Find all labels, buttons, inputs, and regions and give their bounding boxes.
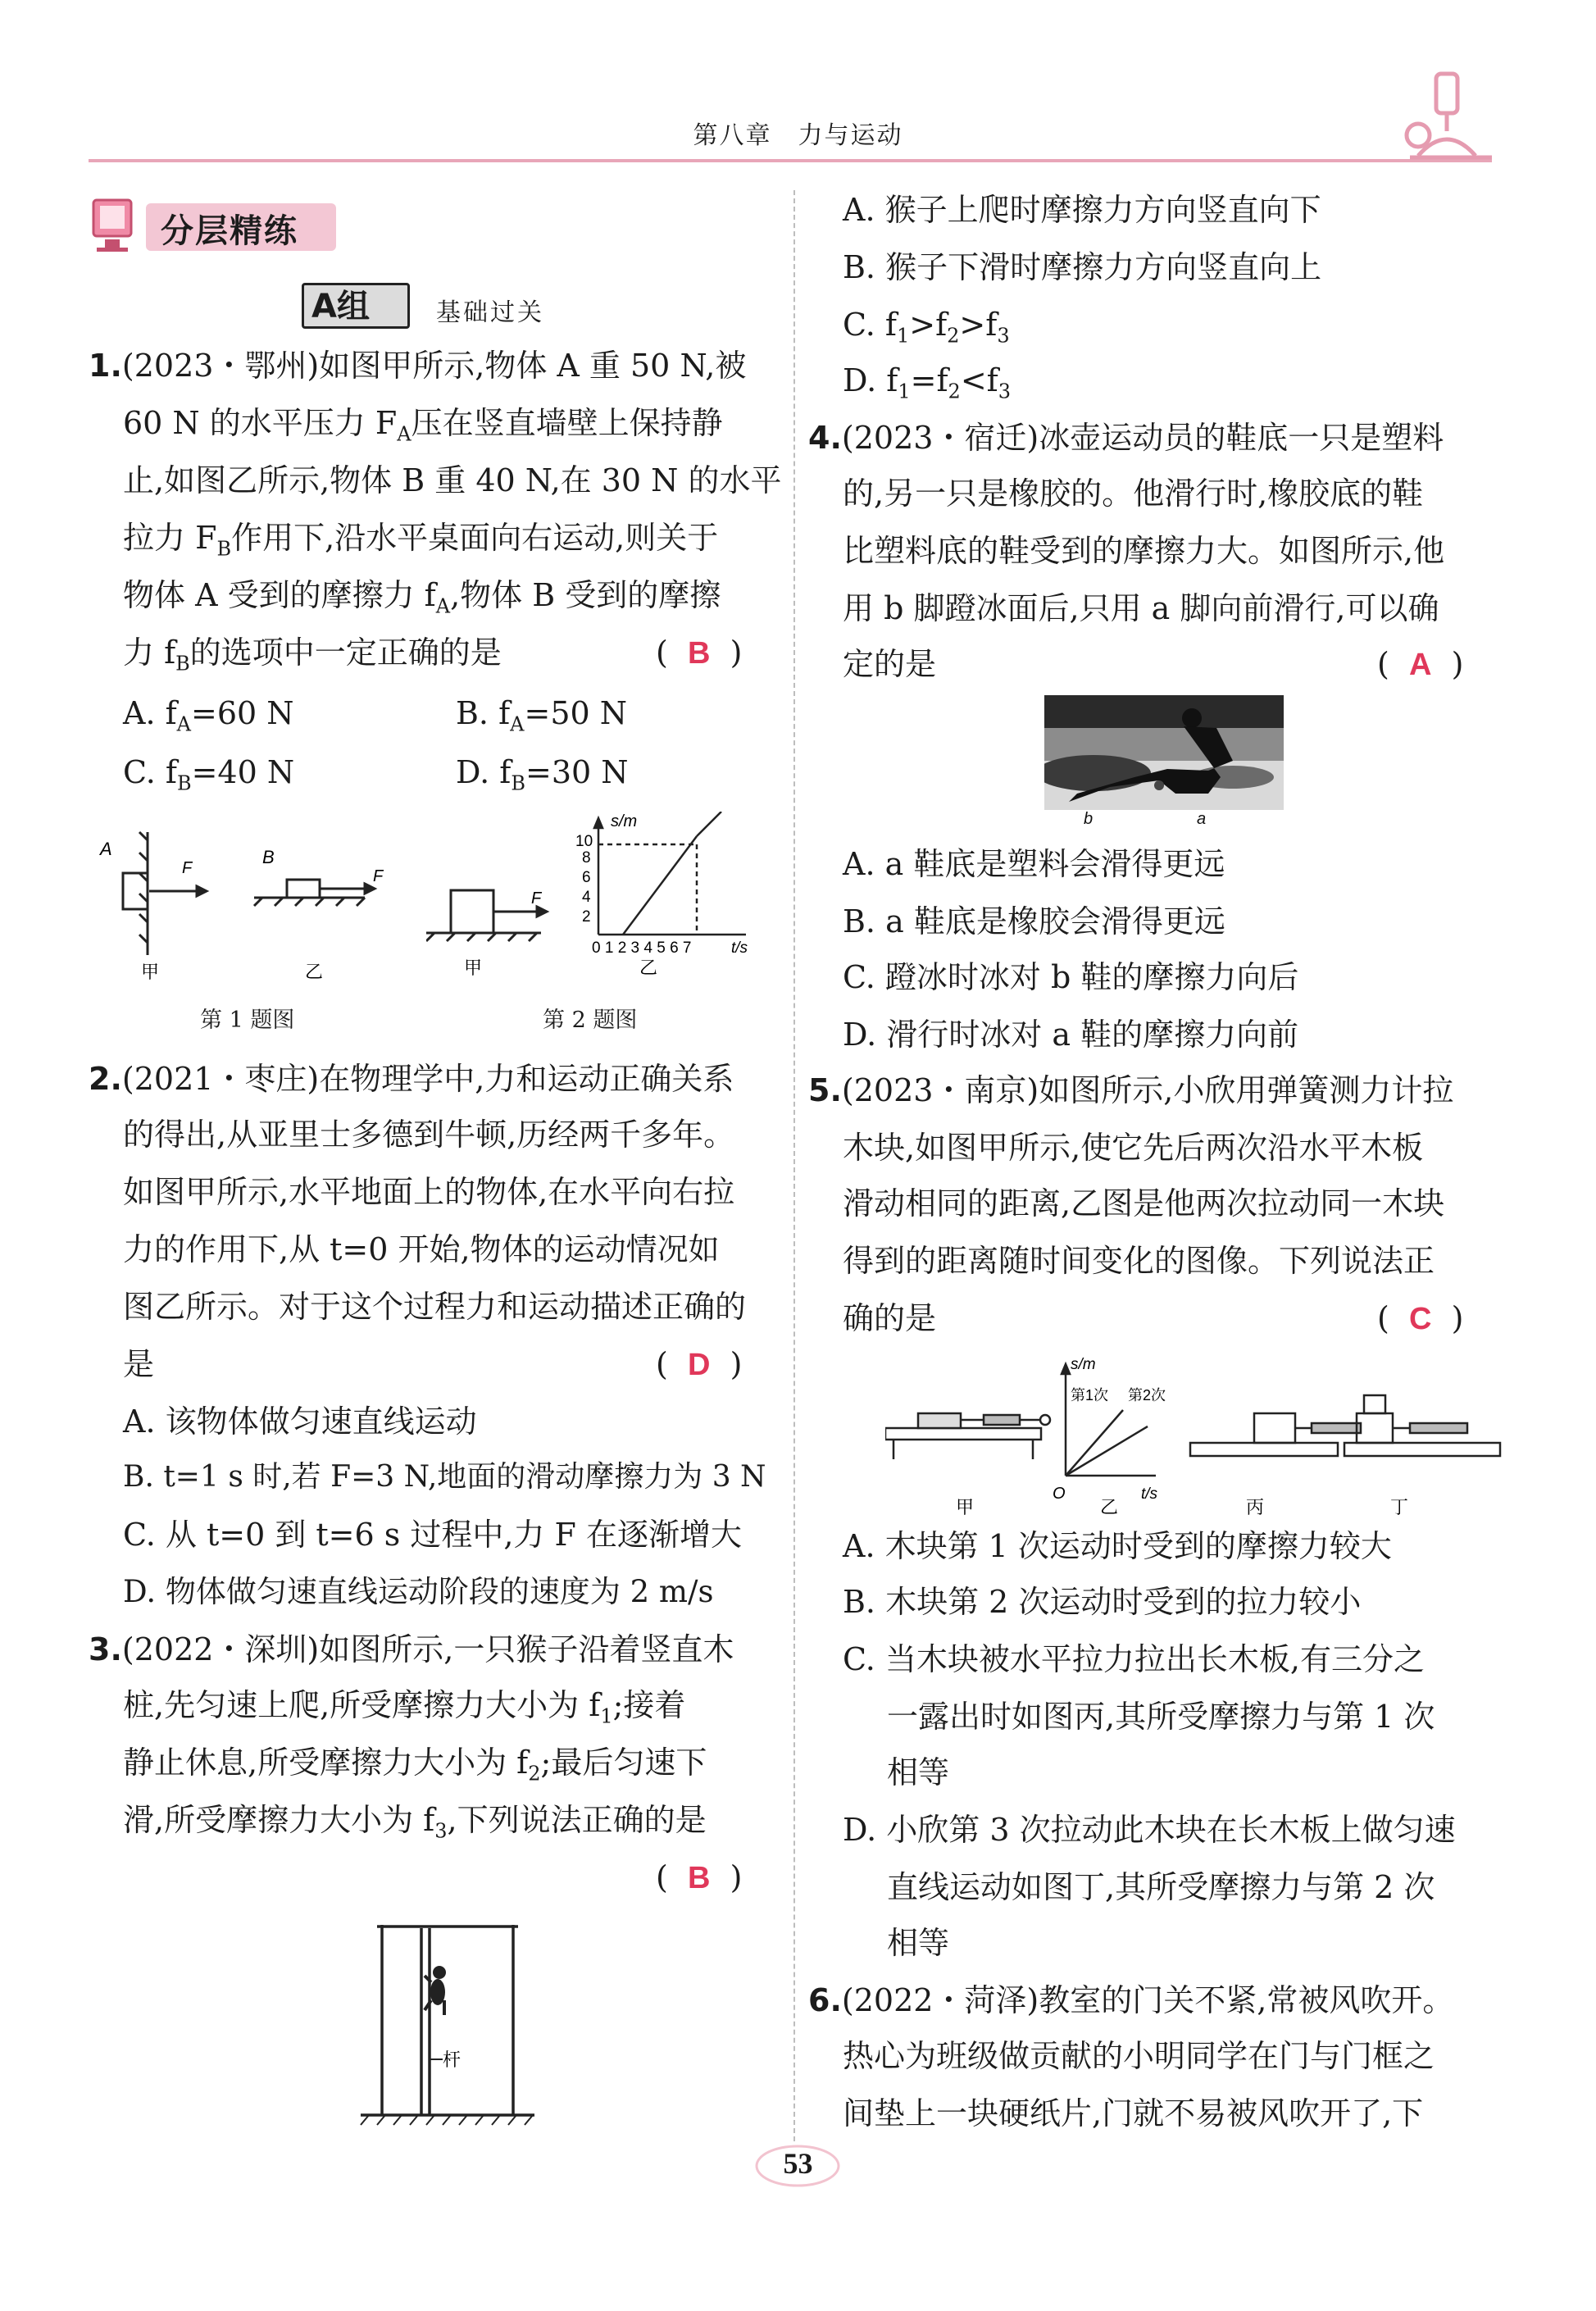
q5-option-c-1: C. 当木块被水平拉力拉出长木板,有三分之 (843, 1641, 1425, 1677)
q4-line-1: 4.(2023・宿迁)冰壶运动员的鞋底一只是塑料 (808, 420, 1444, 456)
q5-answer-box: ( C ) (1377, 1300, 1464, 1336)
q5-fig-jia (885, 1413, 1050, 1459)
q1-answer: B (688, 636, 711, 671)
q1-option-d: D. $f_B=30$ N (456, 754, 629, 795)
q3-option-c: C. $f_1>f_2>f_3$ (843, 307, 1010, 348)
q1-label-jia: 甲 (141, 962, 160, 982)
q5-option-d-2: 直线运动如图丁,其所受摩擦力与第 2 次 (887, 1869, 1435, 1905)
q4-option-c: C. 蹬冰时冰对 b 鞋的摩擦力向后 (843, 959, 1299, 995)
microscope-icon (1394, 66, 1508, 164)
q1-label-b: B (262, 847, 275, 867)
q2-line-6: 是 (123, 1346, 155, 1382)
q3-answer: B (688, 1861, 711, 1895)
q2-ytick-4: 4 (582, 889, 591, 906)
page-number: 53 (783, 2147, 813, 2180)
q3-pole-label: 杆 (443, 2049, 462, 2070)
q1-answer-box: ( B ) (656, 635, 743, 671)
q5-option-c-3: 相等 (887, 1754, 950, 1790)
curling-photo (1044, 695, 1284, 826)
q1-figure (90, 816, 418, 988)
q5-xlabel: t/s (1141, 1485, 1158, 1503)
q4-option-b: B. a 鞋底是橡胶会滑得更远 (843, 903, 1225, 939)
q5-figure (885, 1353, 1508, 1517)
q1-line-4: 拉力 $F_B$作用下,沿水平桌面向右运动,则关于 (123, 520, 719, 561)
q1-line-2: 60 N 的水平压力 $F_A$压在竖直墙壁上保持静 (123, 405, 723, 446)
q5-line-4: 得到的距离随时间变化的图像。下列说法正 (843, 1243, 1435, 1279)
q2-caption: 第 2 题图 (543, 1008, 638, 1033)
q6-number: 6. (808, 1982, 842, 2018)
q2-xticks: 0 1 2 3 4 5 6 7 (592, 939, 692, 957)
q2-label-jia: 甲 (464, 958, 483, 978)
curling-label-b: b (1084, 810, 1094, 826)
q1-label-fb: F (373, 867, 384, 885)
q1-option-a: A. $f_A=60$ N (123, 695, 294, 736)
q5-option-d-3: 相等 (887, 1925, 950, 1961)
q4-number: 4. (808, 420, 842, 456)
column-divider (793, 190, 795, 2141)
q3-figure (352, 1918, 541, 2140)
q5-option-d-1: D. 小欣第 3 次拉动此木块在长木板上做匀速 (843, 1812, 1456, 1848)
q2-ytick-6: 6 (582, 869, 591, 886)
q2-ylabel: s/m (611, 812, 638, 830)
q1-option-b: B. $f_A=50$ N (456, 695, 628, 736)
q5-first-label: 第1次 (1071, 1387, 1109, 1403)
q2-number: 2. (89, 1061, 122, 1097)
q2-line-4: 力的作用下,从 t=0 开始,物体的运动情况如 (123, 1231, 720, 1267)
q1-line-1: 1.(2023・鄂州)如图甲所示,物体 A 重 50 N,被 (89, 348, 747, 384)
q1-label-fa: F (182, 859, 193, 877)
q6-line-1: 6.(2022・菏泽)教室的门关不紧,常被风吹开。 (808, 1982, 1454, 2018)
q2-option-b: B. t=1 s 时,若 F=3 N,地面的滑动摩擦力为 3 N (123, 1460, 766, 1494)
q2-figure (426, 812, 771, 988)
q1-label-yi: 乙 (305, 962, 324, 982)
q2-line-1: 2.(2021・枣庄)在物理学中,力和运动正确关系 (89, 1061, 734, 1097)
q3-line-3: 静止休息,所受摩擦力大小为 $f_2$;最后匀速下 (123, 1745, 707, 1786)
q1-line-5: 物体 A 受到的摩擦力 $f_A$,物体 B 受到的摩擦 (123, 577, 721, 618)
q2-label-f: F (531, 889, 542, 908)
q1-caption: 第 1 题图 (200, 1008, 295, 1033)
q2-line-5: 图乙所示。对于这个过程力和运动描述正确的 (123, 1289, 747, 1325)
q3-option-a: A. 猴子上爬时摩擦力方向竖直向下 (843, 192, 1321, 228)
q5-label-yi: 乙 (1100, 1497, 1119, 1517)
section-title: 分层精练 (161, 212, 298, 250)
q4-line-3: 比塑料底的鞋受到的摩擦力大。如图所示,他 (843, 533, 1445, 569)
q4-line-4: 用 b 脚蹬冰面后,只用 a 脚向前滑行,可以确 (843, 590, 1439, 626)
q2-label-yi: 乙 (639, 958, 658, 978)
q2-ytick-8: 8 (582, 849, 591, 867)
q3-option-b: B. 猴子下滑时摩擦力方向竖直向上 (843, 249, 1322, 285)
group-subtitle: 基础过关 (436, 298, 544, 327)
q5-option-c-2: 一露出时如图丙,其所受摩擦力与第 1 次 (887, 1699, 1435, 1735)
q5-line-5: 确的是 (843, 1300, 937, 1336)
q4-option-a: A. a 鞋底是塑料会滑得更远 (843, 846, 1225, 882)
q4-answer: A (1409, 648, 1432, 682)
q3-option-d: D. $f_1=f_2<f_3$ (843, 362, 1011, 403)
q5-label-ding: 丁 (1390, 1497, 1409, 1517)
q5-line-1: 5.(2023・南京)如图所示,小欣用弹簧测力计拉 (808, 1072, 1454, 1108)
q1-number: 1. (89, 348, 122, 384)
q5-option-b: B. 木块第 2 次运动时受到的拉力较小 (843, 1584, 1362, 1620)
q3-line-2: 桩,先匀速上爬,所受摩擦力大小为 $f_1$;接着 (123, 1687, 686, 1728)
q5-label-jia: 甲 (956, 1497, 975, 1517)
q2-ytick-10: 10 (575, 833, 593, 850)
q5-line-3: 滑动相同的距离,乙图是他两次拉动同一木块 (843, 1185, 1445, 1221)
q5-line-2: 木块,如图甲所示,使它先后两次沿水平木板 (843, 1130, 1424, 1166)
q2-xlabel: t/s (731, 939, 748, 957)
q6-line-2: 热心为班级做贡献的小明同学在门与门框之 (843, 2038, 1435, 2074)
q5-fig-yi (1062, 1364, 1156, 1476)
group-label: A组 (311, 288, 370, 325)
q5-number: 5. (808, 1072, 842, 1108)
q4-answer-box: ( A ) (1377, 646, 1464, 682)
q4-line-5: 定的是 (843, 646, 937, 682)
q2-line-2: 的得出,从亚里士多德到牛顿,历经两千多年。 (123, 1117, 735, 1153)
q2-line-3: 如图甲所示,水平地面上的物体,在水平向右拉 (123, 1174, 735, 1210)
q3-line-1: 3.(2022・深圳)如图所示,一只猴子沿着竖直木 (89, 1631, 734, 1667)
q5-fig-ding (1344, 1395, 1500, 1456)
q2-option-d: D. 物体做匀速直线运动阶段的速度为 2 m/s (123, 1574, 714, 1609)
q5-answer: C (1409, 1302, 1432, 1336)
curling-label-a: a (1197, 810, 1207, 826)
q5-ylabel: s/m (1071, 1356, 1096, 1373)
q3-answer-box: ( B ) (656, 1859, 743, 1895)
q5-fig-bing (1190, 1413, 1361, 1456)
q5-origin: O (1053, 1485, 1066, 1503)
q3-line-4: 滑,所受摩擦力大小为 $f_3$,下列说法正确的是 (123, 1802, 707, 1843)
q2-ytick-2: 2 (582, 908, 591, 926)
q1-option-c: C. $f_B=40$ N (123, 754, 295, 795)
monkey-icon (425, 1966, 446, 2015)
header-rule (89, 159, 1492, 162)
q2-answer-box: ( D ) (656, 1346, 743, 1382)
monitor-icon (89, 195, 146, 261)
q5-second-label: 第2次 (1128, 1387, 1166, 1403)
q4-line-2: 的,另一只是橡胶的。他滑行时,橡胶底的鞋 (843, 475, 1424, 512)
q2-option-a: A. 该物体做匀速直线运动 (123, 1403, 477, 1440)
q2-answer: D (688, 1348, 711, 1382)
q1-line-6: 力 $f_B$的选项中一定正确的是 (123, 635, 502, 676)
q1-line-3: 止,如图乙所示,物体 B 重 40 N,在 30 N 的水平 (123, 462, 782, 498)
q3-number: 3. (89, 1631, 122, 1667)
q5-label-bing: 丙 (1246, 1497, 1265, 1517)
chapter-title: 第八章 力与运动 (693, 121, 903, 150)
q6-line-3: 间垫上一块硬纸片,门就不易被风吹开了,下 (843, 2095, 1424, 2131)
q1-label-a: A (100, 839, 112, 859)
q5-option-a: A. 木块第 1 次运动时受到的摩擦力较大 (843, 1528, 1392, 1564)
q2-option-c: C. 从 t=0 到 t=6 s 过程中,力 F 在逐渐增大 (123, 1517, 742, 1553)
q4-option-d: D. 滑行时冰对 a 鞋的摩擦力向前 (843, 1017, 1299, 1053)
